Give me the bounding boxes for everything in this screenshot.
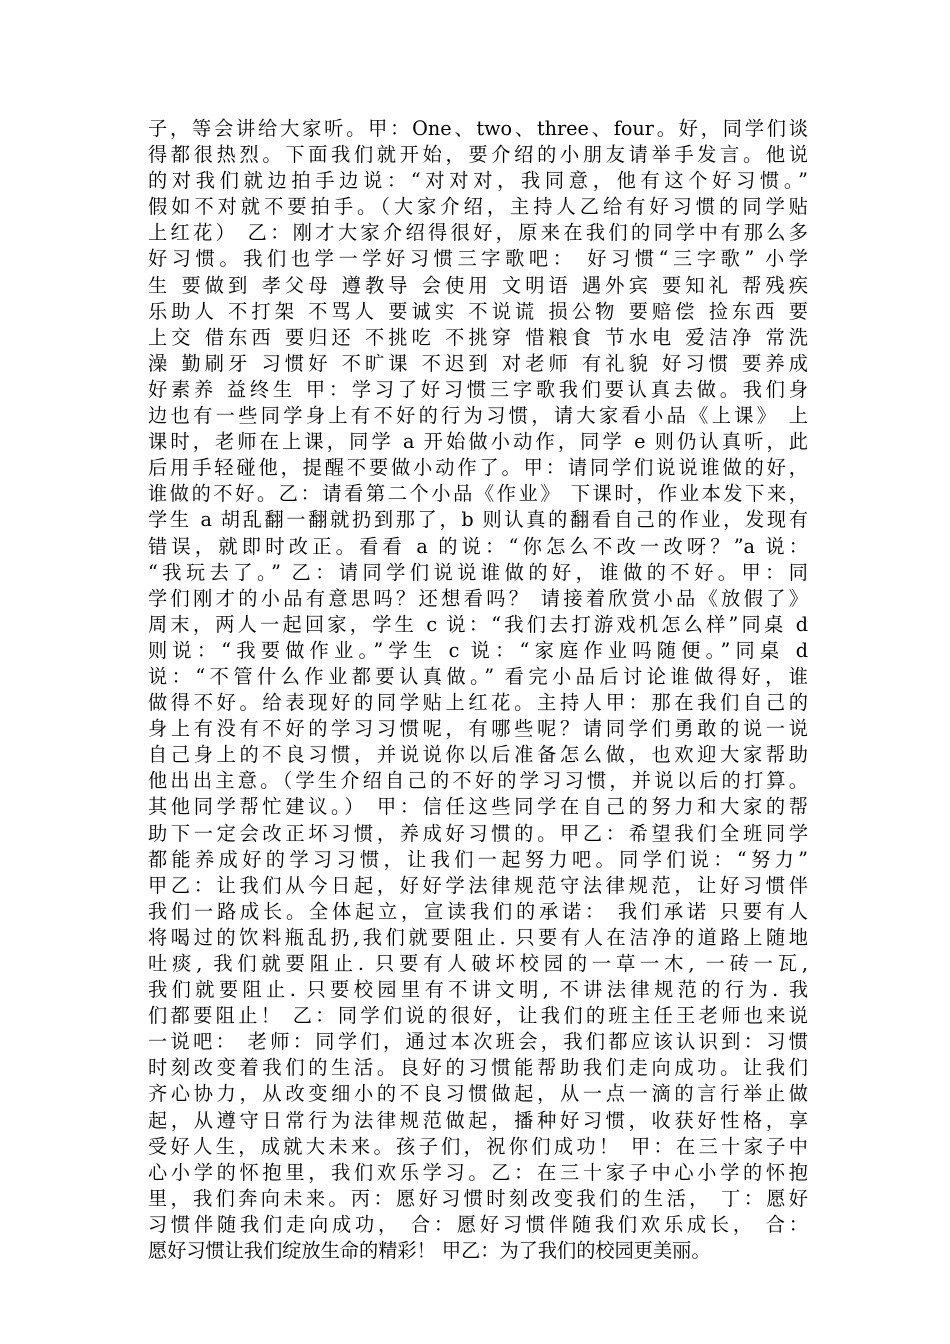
text-line: 做得不好。给表现好的同学贴上红花。主持人甲：那在我们自己的 [148, 691, 808, 715]
text-line: 其他同学帮忙建议。） 甲：信任这些同学在自己的努力和大家的帮 [148, 795, 808, 819]
text-line: 子，等会讲给大家听。甲：One、two、three、four。好，同学们谈 [148, 117, 808, 140]
text-line: 吐痰, 我们就要阻止. 只要有人破坏校园的一草一木, 一砖一瓦, [148, 952, 808, 975]
text-line: 时刻改变着我们的生活。良好的习惯能帮助我们走向成功。让我们 [148, 1056, 808, 1080]
text-line: 澡 勤刷牙 习惯好 不旷课 不迟到 对老师 有礼貌 好习惯 要养成 [148, 351, 808, 375]
text-line: 受好人生，成就大未来。孩子们，祝你们成功！ 甲：在三十家子中 [148, 1134, 808, 1158]
text-line: 好素养 益终生 甲：学习了好习惯三字歌我们要认真去做。我们身 [148, 377, 808, 401]
text-line: 边也有一些同学身上有不好的行为习惯，请大家看小品《上课》 上 [148, 404, 808, 428]
text-line: 齐心协力，从改变细小的不良习惯做起，从一点一滴的言行举止做 [148, 1082, 808, 1106]
text-line: 甲乙：让我们从今日起，好好学法律规范守法律规范，让好习惯伴 [148, 873, 808, 897]
text-line: 学们刚才的小品有意思吗？还想看吗？ 请接着欣赏小品《放假了》 [148, 586, 808, 610]
text-line: 将喝过的饮料瓶乱扔,我们就要阻止. 只要有人在洁净的道路上随地 [148, 925, 808, 949]
text-line: 谁做的不好。乙：请看第二个小品《作业》 下课时，作业本发下来， [148, 482, 808, 506]
text-line: 假如不对就不要拍手。（大家介绍，主持人乙给有好习惯的同学贴 [148, 195, 808, 219]
text-line: 好习惯。我们也学一学好习惯三字歌吧： 好习惯“三字歌” 小学 [148, 247, 808, 271]
text-line: 学生 a 胡乱翻一翻就扔到那了，b 则认真的翻看自己的作业，发现有 [148, 508, 808, 532]
text-line: 自己身上的不良习惯，并说说你以后准备怎么做，也欢迎大家帮助 [148, 743, 808, 767]
text-line: 里，我们奔向未来。丙：愿好习惯时刻改变我们的生活， 丁：愿好 [148, 1186, 808, 1210]
text-line: 得都很热烈。下面我们就开始，要介绍的小朋友请举手发言。他说 [148, 143, 808, 167]
text-line: 说：“不管什么作业都要认真做。” 看完小品后讨论谁做得好，谁 [148, 664, 808, 688]
text-line: 错误，就即时改正。看看 a 的说：“你怎么不改一改呀？”a 说： [148, 534, 808, 558]
text-line: 后用手轻碰他，提醒不要做小动作了。甲：请同学们说说谁做的好， [148, 456, 808, 480]
text-line: 周末，两人一起回家，学生 c 说：“我们去打游戏机怎么样”同桌 d [148, 612, 808, 636]
text-line: 则说：“我要做作业。”学生 c 说：“家庭作业吗随便。”同桌 d [148, 638, 808, 662]
text-line: 的对我们就边拍手边说：“对对对，我同意，他有这个好习惯。” [148, 169, 808, 193]
text-line: 习惯伴随我们走向成功， 合：愿好习惯伴随我们欢乐成长， 合： [148, 1212, 808, 1236]
text-line: 上红花） 乙：刚才大家介绍得很好，原来在我们的同学中有那么多 [148, 221, 808, 245]
text-line: 上交 借东西 要归还 不挑吃 不挑穿 惜粮食 节水电 爱洁净 常洗 [148, 325, 808, 349]
text-line: 起，从遵守日常行为法律规范做起，播种好习惯，收获好性格，享 [148, 1108, 808, 1132]
text-line: 我们一路成长。全体起立，宣读我们的承诺： 我们承诺 只要有人 [148, 899, 808, 923]
text-line: “我玩去了。” 乙：请同学们说说谁做的好，谁做的不好。甲：同 [148, 560, 808, 584]
text-line: 他出出主意。（学生介绍自己的不好的学习习惯，并说以后的打算。 [148, 769, 808, 793]
text-line: 乐助人 不打架 不骂人 要诚实 不说谎 损公物 要赔偿 捡东西 要 [148, 299, 808, 323]
text-line: 身上有没有不好的学习习惯呢，有哪些呢？请同学们勇敢的说一说 [148, 717, 808, 741]
text-line: 都能养成好的学习习惯，让我们一起努力吧。同学们说：“努力” [148, 847, 808, 871]
body-text [148, 116, 808, 1264]
text-line: 心小学的怀抱里，我们欢乐学习。乙：在三十家子中心小学的怀抱 [148, 1160, 808, 1184]
text-line: 助下一定会改正坏习惯，养成好习惯的。甲乙：希望我们全班同学 [148, 821, 808, 845]
text-line: 生 要做到 孝父母 遵教导 会使用 文明语 遇外宾 要知礼 帮残疾 [148, 273, 808, 297]
text-line: 们都要阻止！ 乙：同学们说的很好，让我们的班主任王老师也来说 [148, 1004, 808, 1028]
text-line: 一说吧： 老师：同学们，通过本次班会，我们都应该认识到：习惯 [148, 1030, 808, 1054]
text-line: 课时，老师在上课，同学 a 开始做小动作，同学 e 则仍认真听，此 [148, 430, 808, 454]
text-line: 愿好习惯让我们绽放生命的精彩！ 甲乙：为了我们的校园更美丽。 [148, 1239, 711, 1263]
text-line: 我们就要阻止. 只要校园里有不讲文明, 不讲法律规范的行为. 我 [148, 978, 808, 1002]
